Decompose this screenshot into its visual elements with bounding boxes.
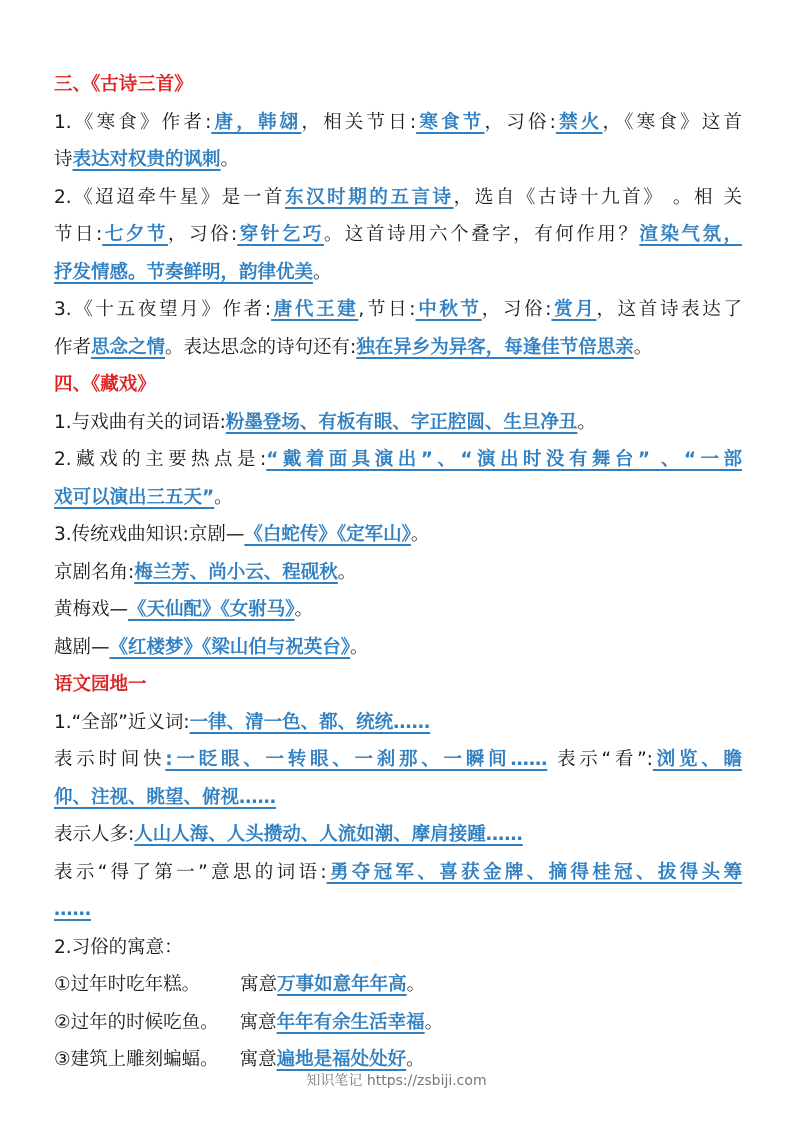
answer: 遍地是福处处好 — [276, 1049, 407, 1070]
item-tiaotiao-line2: 节日:七夕节，习俗:穿针乞巧。这首诗用六个叠字，有何作用？渲染气氛， — [54, 224, 742, 245]
item-time-look-line2 — [54, 779, 742, 817]
item-zangxi-features-line1: 2.藏戏的主要热点是:“戴着面具演出”、“演出时没有舞台” 、“一部 — [54, 449, 742, 470]
item-jingju: 3.传统戏曲知识:京剧—《白蛇传》《定军山》。 — [54, 524, 430, 545]
answer: 表达对权贵的讽刺 — [72, 149, 221, 170]
answer: 渲染气氛， — [639, 224, 742, 245]
answer: 思念之情 — [91, 336, 166, 358]
item-chiyu: ②过年的时候吃鱼。 寓意年年有余生活幸福。 — [54, 1011, 444, 1033]
answer: 《红楼梦》《梁山伯与祝英台》 — [109, 636, 351, 658]
answer: 勇夺冠军、喜获金牌、摘得桂冠、拔得头筹 — [326, 861, 742, 883]
answer: 禁火 — [555, 111, 603, 133]
answer: 粉墨登场、有板有眼、字正腔圆、生旦净丑 — [225, 411, 578, 433]
answer: 穿针乞巧 — [237, 224, 324, 245]
answer: 浏览、瞻 — [652, 749, 742, 770]
answer: :一眨眼、一转眼、一刹那、一瞬间…… — [165, 749, 548, 770]
answer: 一律、清一色、都、统统…… — [189, 711, 431, 733]
answer: 唐代王建 — [271, 299, 359, 320]
answer: 万事如意年年高 — [277, 974, 407, 995]
item-xiqu-words: 1.与戏曲有关的词语:粉墨登场、有板有眼、字正腔圆、生旦净丑。 — [54, 411, 596, 433]
section-heading-zangxi: 四、《藏戏》 — [54, 374, 156, 395]
answer: 东汉时期的五言诗 — [285, 186, 454, 208]
item-zangxi-features-line2: 戏可以演出三五天”。 — [54, 486, 233, 508]
answer: 仰、注视、眺望、俯视…… — [54, 786, 277, 808]
answer: 人山人海、人头攒动、人流如潮、摩肩接踵…… — [134, 824, 523, 845]
document-body — [54, 66, 742, 1079]
answer: 赏月 — [551, 299, 597, 320]
item-bianfu: ③建筑上雕刻蝙蝠。 寓意遍地是福处处好。 — [54, 1049, 425, 1070]
footer-watermark: 知识笔记 https://zsbiji.com — [306, 1073, 487, 1089]
item-quanbu: 1.“全部”近义词:一律、清一色、都、统统…… — [54, 711, 431, 733]
answer: 寒食节 — [416, 111, 485, 133]
item-xisu-heading: 2.习俗的寓意： — [54, 936, 183, 958]
item-jingju-mingjue: 京剧名角:梅兰芳、尚小云、程砚秋。 — [54, 561, 357, 583]
answer: 年年有余生活幸福 — [276, 1011, 425, 1033]
item-huangmeixi: 黄梅戏—《天仙配》《女驸马》。 — [54, 599, 314, 620]
item-shiwuye-line1: 3.《十五夜望月》作者:唐代王建,节日:中秋节，习俗:赏月，这首诗表达了 — [54, 299, 742, 320]
answer: “戴着面具演出”、“演出时没有舞台” 、“一部 — [266, 449, 742, 470]
item-yueju: 越剧—《红楼梦》《梁山伯与祝英台》。 — [54, 636, 369, 658]
answer: 抒发情感。节奏鲜明，韵律优美 — [54, 261, 314, 283]
item-renduo: 表示人多:人山人海、人头攒动、人流如潮、摩肩接踵…… — [54, 824, 523, 845]
answer: 梅兰芳、尚小云、程砚秋 — [134, 561, 338, 583]
answer: 戏可以演出三五天” — [54, 486, 215, 508]
answer: 唐，韩翃 — [211, 111, 302, 133]
item-tiaotiao-line1: 2.《迢迢牵牛星》是一首东汉时期的五言诗，选自《古诗十九首》 。相 关 — [54, 186, 742, 208]
item-tiaotiao-line3: 抒发情感。节奏鲜明，韵律优美。 — [54, 261, 332, 283]
answer: 《白蛇传》《定军山》 — [244, 524, 411, 545]
item-diyi-line2 — [54, 891, 742, 929]
answer: …… — [54, 899, 91, 920]
item-niangao: ①过年时吃年糕。 寓意万事如意年年高。 — [54, 974, 426, 995]
item-hanshi-line1: 1.《寒食》作者:唐，韩翃，相关节日:寒食节，习俗:禁火，《寒食》这首 — [54, 111, 742, 133]
item-diyi-line1: 表示“得了第一”意思的词语:勇夺冠军、喜获金牌、摘得桂冠、拔得头筹 — [54, 861, 742, 883]
item-hanshi-line2: 诗表达对权贵的讽刺。 — [54, 149, 240, 170]
item-time-look-line1: 表示时间快:一眨眼、一转眼、一刹那、一瞬间…… 表示“看”:浏览、瞻 — [54, 749, 742, 770]
item-shiwuye-line2: 作者思念之情。表达思念的诗句还有:独在异乡为异客，每逢佳节倍思亲。 — [54, 336, 653, 358]
answer: 《天仙配》《女驸马》 — [128, 599, 295, 620]
section-heading-yuandi: 语文园地一 — [54, 674, 147, 695]
answer: 中秋节 — [415, 299, 482, 320]
answer: 七夕节 — [102, 224, 168, 245]
answer: 独在异乡为异客，每逢佳节倍思亲 — [356, 336, 634, 358]
section-heading-gushi: 三、《古诗三首》 — [54, 74, 193, 95]
